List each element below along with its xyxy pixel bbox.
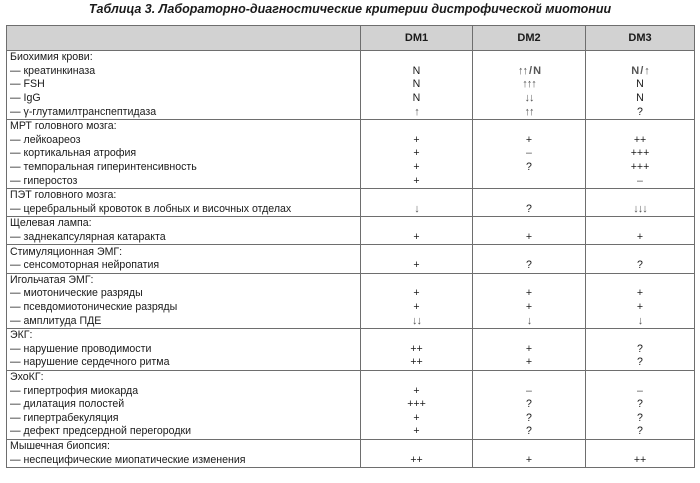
section-empty-cell [473,119,586,133]
row-label: — FSH [7,78,361,92]
row-label: — темпоральная гиперинтенсивность [7,161,361,175]
section-empty-cell [361,119,473,133]
value-cell-dm2: + [473,301,586,315]
section-empty-cell [586,217,695,231]
table-row [7,425,695,439]
section-header-row [7,245,695,259]
row-label: — γ-глутамилтранспептидаза [7,105,361,119]
row-label: — сенсомоторная нейропатия [7,259,361,273]
row-label: — миотонические разряды [7,287,361,301]
section-empty-cell [473,245,586,259]
table-row [7,314,695,328]
table-row [7,342,695,356]
value-cell-dm2: ? [473,411,586,425]
table-row [7,398,695,412]
value-cell-dm3: – [586,174,695,188]
row-label: — псевдомиотонические разряды [7,301,361,315]
value-cell-dm1: + [361,301,473,315]
table-row [7,411,695,425]
value-cell-dm1: + [361,161,473,175]
value-cell-dm3: ? [586,411,695,425]
value-cell-dm2: ↑↑ / N [473,65,586,79]
section-title: ЭКГ: [7,328,361,342]
table-row [7,301,695,315]
value-cell-dm2: + [473,231,586,245]
row-label: — дилатация полостей [7,398,361,412]
value-cell-dm2: ? [473,259,586,273]
table-row [7,65,695,79]
header-label-column [7,26,361,51]
section-title: Щелевая лампа: [7,217,361,231]
value-cell-dm1: N [361,78,473,92]
section-empty-cell [473,370,586,384]
section-header-row [7,51,695,65]
value-cell-dm3: N [586,78,695,92]
table-row [7,203,695,217]
value-cell-dm1: + [361,384,473,398]
section-empty-cell [361,188,473,202]
section-header-row [7,217,695,231]
section-empty-cell [361,51,473,65]
row-label: — нарушение сердечного ритма [7,356,361,370]
table-row [7,231,695,245]
criteria-table [6,25,695,468]
table-row [7,259,695,273]
value-cell-dm2: + [473,453,586,467]
section-empty-cell [586,439,695,453]
section-header-row [7,119,695,133]
table-body [7,51,695,468]
value-cell-dm3: + [586,287,695,301]
value-cell-dm1: N [361,92,473,106]
value-cell-dm2: – [473,384,586,398]
value-cell-dm2: + [473,134,586,148]
value-cell-dm2: + [473,342,586,356]
row-label: — гиперостоз [7,174,361,188]
value-cell-dm3: + [586,301,695,315]
value-cell-dm1: ++ [361,356,473,370]
value-cell-dm1: ↓↓ [361,314,473,328]
value-cell-dm3: ? [586,342,695,356]
row-label: — гипертрабекуляция [7,411,361,425]
value-cell-dm2: ↑↑↑ [473,78,586,92]
value-cell-dm2: ? [473,203,586,217]
section-empty-cell [473,273,586,287]
section-title: Игольчатая ЭМГ: [7,273,361,287]
section-title: ЭхоКГ: [7,370,361,384]
row-label: — креатинкиназа [7,65,361,79]
table-caption: Таблица 3. Лабораторно-диагностические критерии дистрофической миотонии [88,2,612,16]
section-empty-cell [361,439,473,453]
row-label: — амплитуда ПДЕ [7,314,361,328]
table-row [7,287,695,301]
value-cell-dm1: + [361,411,473,425]
header-dm3: DM3 [586,26,695,51]
table-row [7,161,695,175]
row-label: — дефект предсердной перегородки [7,425,361,439]
section-empty-cell [586,328,695,342]
table-row [7,105,695,119]
row-label: — нарушение проводимости [7,342,361,356]
value-cell-dm1: + [361,147,473,161]
value-cell-dm1: ↓ [361,203,473,217]
section-empty-cell [473,439,586,453]
value-cell-dm3: ↓↓↓ [586,203,695,217]
header-row [7,26,695,51]
section-empty-cell [361,217,473,231]
value-cell-dm1: + [361,174,473,188]
value-cell-dm1: ++ [361,453,473,467]
value-cell-dm2: ↓↓ [473,92,586,106]
value-cell-dm2: ↓ [473,314,586,328]
section-empty-cell [586,273,695,287]
section-title: ПЭТ головного мозга: [7,188,361,202]
section-header-row [7,328,695,342]
value-cell-dm3: N [586,92,695,106]
section-empty-cell [586,51,695,65]
value-cell-dm1: ++ [361,342,473,356]
table-row [7,92,695,106]
header-dm2: DM2 [473,26,586,51]
value-cell-dm2: + [473,356,586,370]
value-cell-dm3: +++ [586,147,695,161]
value-cell-dm3: + [586,231,695,245]
row-label: — лейкоареоз [7,134,361,148]
value-cell-dm1: ↑ [361,105,473,119]
section-header-row [7,273,695,287]
section-header-row [7,439,695,453]
value-cell-dm3: ? [586,259,695,273]
section-empty-cell [473,328,586,342]
value-cell-dm1: + [361,134,473,148]
value-cell-dm1: N [361,65,473,79]
value-cell-dm3: N / ↑ [586,65,695,79]
value-cell-dm1: + [361,259,473,273]
table-row [7,174,695,188]
value-cell-dm3: ? [586,398,695,412]
value-cell-dm3: ++ [586,134,695,148]
row-label: — неспецифические миопатические изменения [7,453,361,467]
value-cell-dm2: + [473,287,586,301]
section-empty-cell [586,370,695,384]
section-empty-cell [361,245,473,259]
table-row [7,147,695,161]
section-title: Мышечная биопсия: [7,439,361,453]
value-cell-dm3: ++ [586,453,695,467]
value-cell-dm1: + [361,287,473,301]
section-header-row [7,188,695,202]
table-row [7,384,695,398]
value-cell-dm3: ? [586,425,695,439]
value-cell-dm1: +++ [361,398,473,412]
section-empty-cell [361,328,473,342]
value-cell-dm2: ? [473,425,586,439]
value-cell-dm2: ↑↑ [473,105,586,119]
value-cell-dm3: ? [586,356,695,370]
value-cell-dm2: ? [473,161,586,175]
header-dm1: DM1 [361,26,473,51]
section-empty-cell [361,370,473,384]
value-cell-dm3: ? [586,105,695,119]
section-empty-cell [586,119,695,133]
section-empty-cell [586,188,695,202]
value-cell-dm3: – [586,384,695,398]
row-label: — гипертрофия миокарда [7,384,361,398]
section-title: МРТ головного мозга: [7,119,361,133]
value-cell-dm1: + [361,231,473,245]
value-cell-dm1: + [361,425,473,439]
section-empty-cell [473,51,586,65]
table-row [7,134,695,148]
table-row [7,356,695,370]
table-row [7,453,695,467]
section-empty-cell [473,217,586,231]
value-cell-dm3: +++ [586,161,695,175]
row-label: — кортикальная атрофия [7,147,361,161]
section-title: Стимуляционная ЭМГ: [7,245,361,259]
value-cell-dm2 [473,174,586,188]
value-cell-dm3: ↓ [586,314,695,328]
section-empty-cell [473,188,586,202]
row-label: — заднекапсулярная катаракта [7,231,361,245]
row-label: — IgG [7,92,361,106]
value-cell-dm2: ? [473,398,586,412]
row-label: — церебральный кровоток в лобных и височных отделах [7,203,361,217]
section-empty-cell [361,273,473,287]
section-empty-cell [586,245,695,259]
table-row [7,78,695,92]
value-cell-dm2: – [473,147,586,161]
section-header-row [7,370,695,384]
section-title: Биохимия крови: [7,51,361,65]
